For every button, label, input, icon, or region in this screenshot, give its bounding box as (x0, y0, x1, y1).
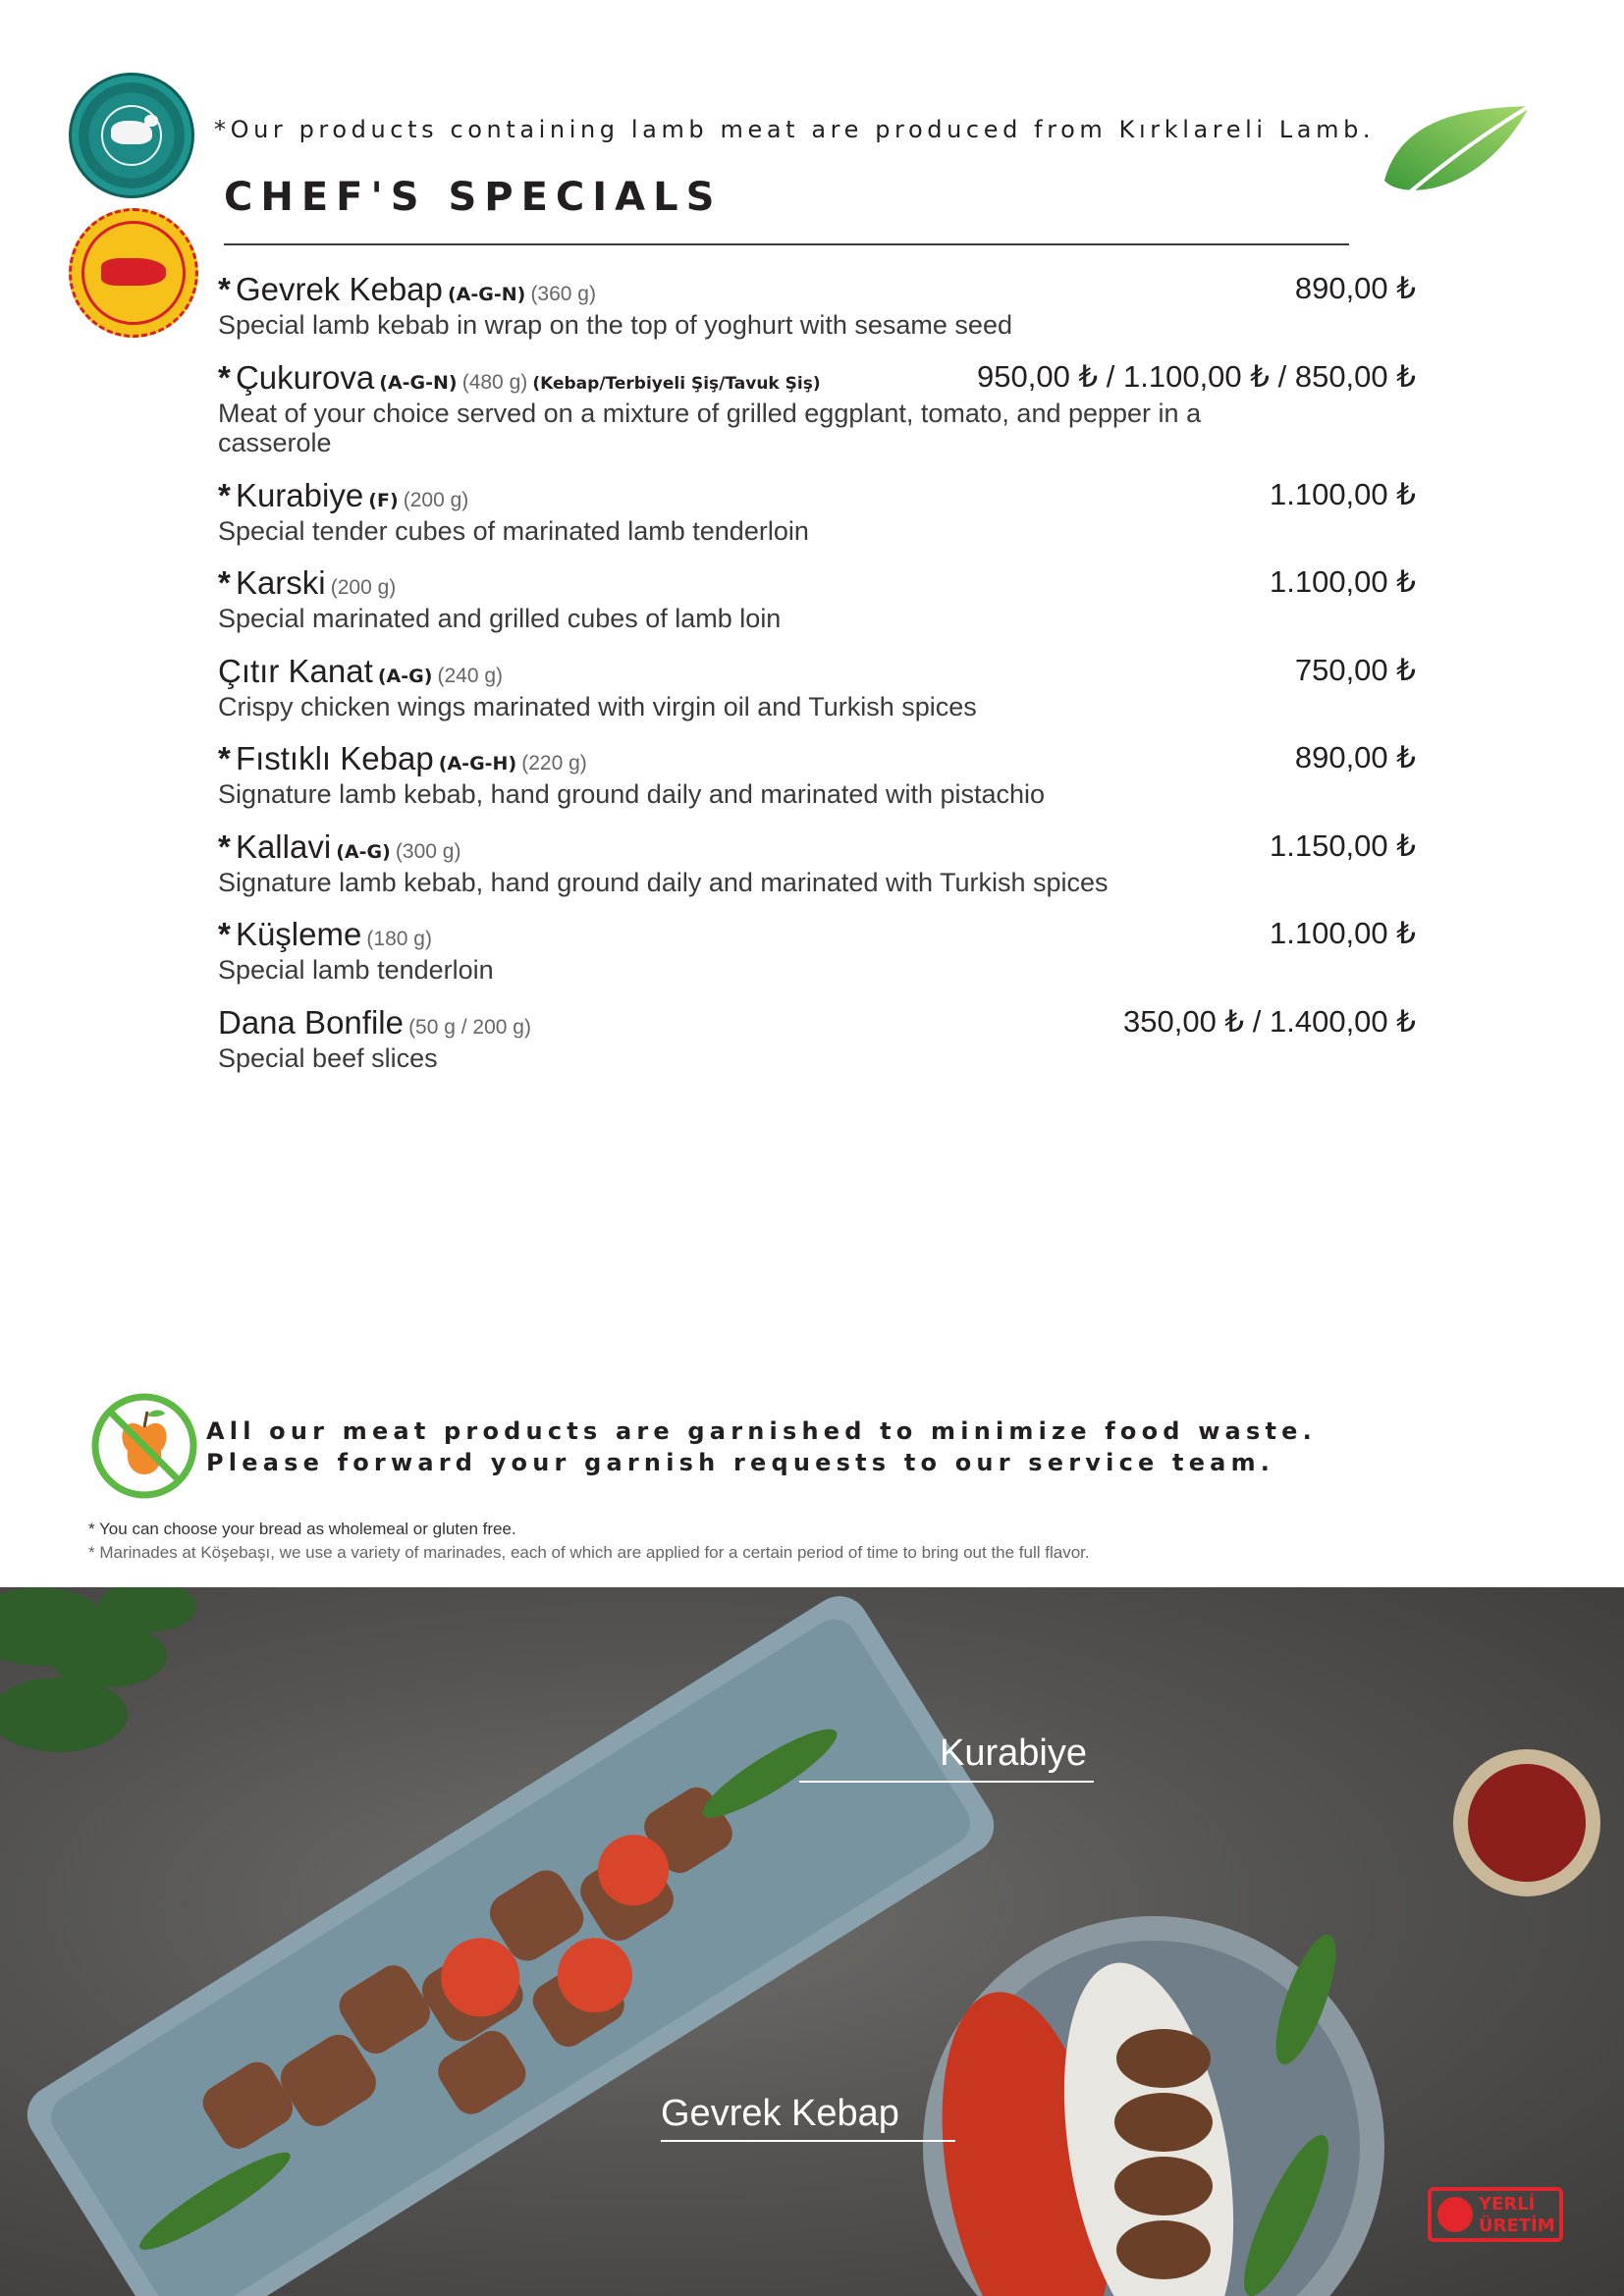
menu-item-header (218, 916, 1416, 955)
garnish-note-line-2: Please forward your garnish requests to our service team. (206, 1449, 1275, 1476)
kebab-marker: * (218, 828, 231, 865)
kebab-marker: * (218, 564, 231, 601)
stamp-line-2: ÜRETİM (1479, 2216, 1555, 2236)
menu-item (218, 1004, 1416, 1093)
allergen-codes: (A-G-N) (379, 371, 458, 394)
item-description: Special beef slices (218, 1042, 438, 1073)
item-price: 890,00 ₺ (1294, 271, 1416, 305)
stamp-line-1: YERLİ (1479, 2194, 1536, 2215)
item-description: Signature lamb kebab, hand ground daily and marinated with Turkish spices (218, 867, 1109, 897)
kebab-marker: * (218, 740, 231, 776)
kurabiye-label: Kurabiye (940, 1733, 1087, 1774)
section-title: CHEF'S SPECIALS (224, 175, 723, 220)
allergen-codes: (A-G) (377, 665, 433, 687)
marinade-footnote: * Marinades at Köşebaşı, we use a variety of marinades, each of which are applied for a certain period of time to bring out the full flavor. (88, 1543, 1090, 1562)
menu-item-header (218, 1004, 1416, 1043)
menu-item (218, 740, 1416, 828)
kurabiye-label-line (799, 1781, 1094, 1783)
item-description: Special tender cubes of marinated lamb tenderloin (218, 515, 809, 546)
item-weight: (220 g) (521, 752, 587, 774)
menu-item-header (218, 564, 1416, 604)
garnish-note-line-1: All our meat products are garnished to minimize food waste. (206, 1417, 1317, 1445)
local-production-logo-icon (1437, 2197, 1473, 2232)
menu-item-header (218, 271, 1416, 310)
menu-item (218, 653, 1416, 741)
local-production-stamp (1428, 2187, 1563, 2242)
item-description: Signature lamb kebab, hand ground daily and marinated with pistachio (218, 779, 1046, 809)
item-price: 1.150,00 ₺ (1269, 828, 1416, 863)
item-name: Gevrek Kebap (235, 271, 443, 307)
item-weight: (200 g) (330, 576, 397, 599)
menu-item (218, 271, 1416, 359)
menu-list (218, 271, 1416, 1092)
item-price: 1.100,00 ₺ (1269, 564, 1416, 599)
item-name: Çıtır Kanat (218, 652, 373, 689)
menu-item (218, 359, 1416, 477)
item-weight: (480 g) (461, 370, 528, 394)
sheep-head-shape (144, 115, 158, 127)
item-description: Meat of your choice served on a mixture of grilled eggplant, tomato, and pepper in a casserole (218, 398, 1202, 457)
item-weight: (200 g) (403, 488, 469, 511)
food-photo (0, 1587, 1624, 2296)
footnotes (88, 1518, 1090, 1565)
geographical-indication-seal-icon (69, 208, 198, 338)
item-description: Special lamb tenderloin (218, 955, 494, 985)
item-weight: (360 g) (530, 283, 596, 305)
lamb-origin-note: *Our products containing lamb meat are produced from Kırklareli Lamb. (214, 116, 1376, 143)
kebab-marker: * (218, 358, 231, 396)
item-name: Fıstıklı Kebap (235, 740, 434, 776)
item-name: Kallavi (235, 828, 332, 865)
menu-item-header (218, 828, 1416, 868)
item-price: 1.100,00 ₺ (1269, 476, 1416, 511)
item-price: 950,00 ₺ / 1.100,00 ₺ / 850,00 ₺ (977, 358, 1416, 394)
allergen-codes: (A-G) (336, 840, 391, 863)
garnish-note (206, 1415, 1317, 1478)
lamb-certification-seal-icon (69, 73, 194, 198)
kebab-marker: * (218, 476, 231, 513)
no-food-waste-icon (90, 1392, 198, 1500)
allergen-codes: (F) (368, 489, 399, 511)
item-description: Crispy chicken wings marinated with virgin oil and Turkish spices (218, 691, 977, 721)
allergen-codes: (A-G-N) (448, 284, 526, 305)
item-price: 750,00 ₺ (1294, 652, 1416, 687)
gevrek-kebap-label: Gevrek Kebap (661, 2093, 899, 2134)
leaf-icon (1363, 102, 1538, 230)
item-price: 1.100,00 ₺ (1269, 916, 1416, 950)
item-description: Special marinated and grilled cubes of lamb loin (218, 604, 782, 633)
item-name: Karski (235, 564, 326, 601)
bread-footnote: * You can choose your bread as wholemeal or gluten free. (88, 1520, 516, 1538)
allergen-codes: (A-G-H) (438, 753, 517, 774)
item-options: (Kebap/Terbiyeli Şiş/Tavuk Şiş) (532, 373, 821, 394)
menu-item-header (218, 359, 1416, 399)
item-name: Kurabiye (235, 476, 364, 513)
food-photo-illustration (0, 1587, 1624, 2296)
item-name: Küşleme (235, 916, 362, 952)
item-description: Special lamb kebab in wrap on the top of yoghurt with sesame seed (218, 310, 1012, 340)
item-price: 350,00 ₺ / 1.400,00 ₺ (1123, 1003, 1416, 1039)
item-weight: (240 g) (437, 664, 504, 687)
title-divider (224, 243, 1349, 245)
item-weight: (180 g) (366, 928, 432, 950)
menu-item-header (218, 740, 1416, 779)
kebab-marker: * (218, 916, 231, 952)
item-name: Çukurova (235, 358, 375, 396)
menu-item-header (218, 653, 1416, 692)
menu-item (218, 477, 1416, 565)
menu-item (218, 828, 1416, 917)
item-weight: (50 g / 200 g) (408, 1015, 531, 1039)
turkey-map-shape (101, 258, 166, 286)
menu-item (218, 916, 1416, 1004)
item-weight: (300 g) (395, 839, 461, 863)
gevrek-kebap-label-line (661, 2140, 955, 2142)
kebab-marker: * (218, 271, 231, 307)
menu-item (218, 564, 1416, 653)
menu-item-header (218, 477, 1416, 516)
item-name: Dana Bonfile (218, 1003, 404, 1041)
item-price: 890,00 ₺ (1294, 740, 1416, 774)
